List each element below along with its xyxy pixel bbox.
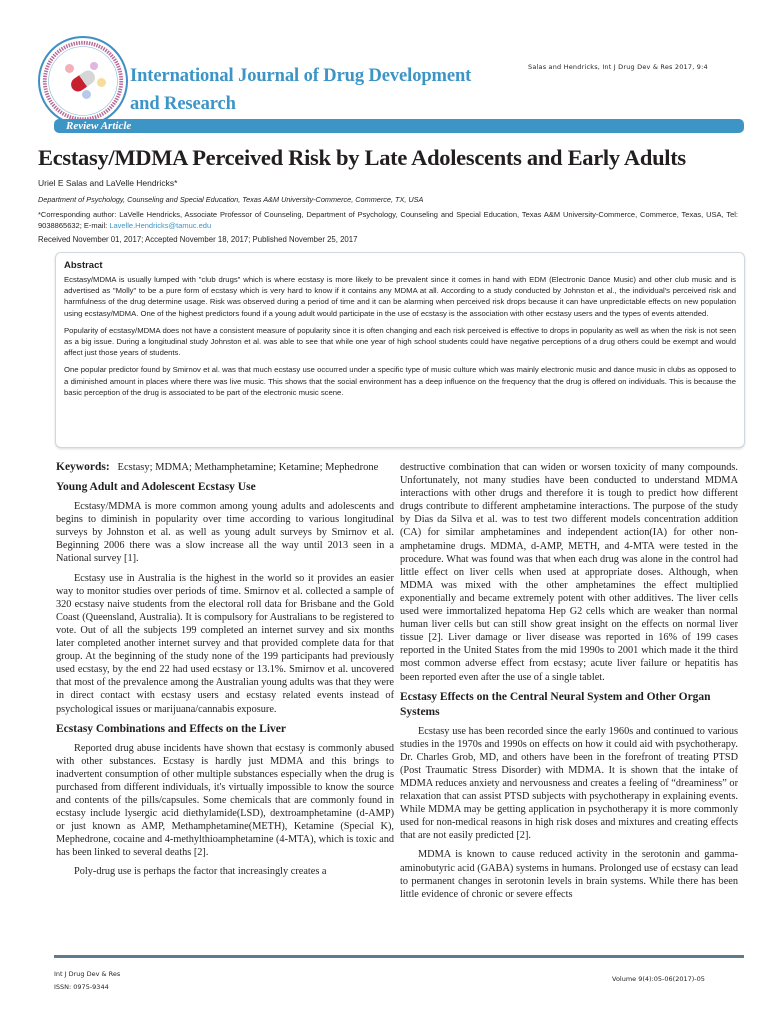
footer-volume: Volume 9(4):05-06(2017)-05	[612, 975, 705, 983]
footer-divider	[54, 955, 744, 958]
article-title: Ecstasy/MDMA Perceived Risk by Late Adolescents and Early Adults	[38, 145, 686, 170]
right-column	[400, 461, 738, 907]
body-paragraph: Ecstasy use has been recorded since the early 1960s and continued to various studies in the 1970s and 1990s on effects on how it could aid with psychotherapy. Dr. Charles Grob, MD, and others have been in the forefront of treating PTSD (Post Traumatic Stress Disorder) with MDMA. It is shown that the intake of MDMA reduces anxiety and nervousness and creates a feeling of “dreaminess” or relaxation that can assist PTSD subjects with psychotherapy in explaining events. While MDMA may be getting application in psychotherapy it is more commonly used for non-medical reasons in high risk doses and mixtures and creating effects that are not easily predicted [2].	[400, 725, 738, 842]
body-paragraph: Reported drug abuse incidents have shown that ecstasy is commonly abused with other substances. Ecstasy is hardly just MDMA and this brings to inadvertent consumption of other multiple substances especially when the drug is purchased from different individuals, it's virtually impossible to know the source and contents of the pills/capsules. Some chemicals that are commonly found in ecstasy include lysergic acid diethylamide(LSD), dextroamphetamine (d-AMP) or just known as AMP, Methamphetamine(METH), Ketamine (Special K), Mephedrone, cocaine and 4-methylthioamphetamine (4-MTA), which is toxic and has been linked to several deaths [2].	[56, 742, 394, 859]
footer-issn: ISSN: 0975-9344	[54, 983, 109, 991]
abstract-paragraph: One popular predictor found by Smirnov et al. was that much ecstasy use occurred under a specific type of music culture which was mainly electronic music and dance music in clubs as opposed to a diminished amount in places where there was live music. This shows that the social environment has a deep influence on the frequency that the drug is offered on individuals. This is because the basic perception of the drug is associated to be part of the electronic music scene.	[64, 365, 736, 397]
corresponding-author-text: *Corresponding author: LaVelle Hendricks, Associate Professor of Counseling, Department of Psychology, Counseling and Special Education, Texas A&M University-Commerce, Commerce, Texas, USA, Tel: 9038865632; E-mail:	[38, 210, 738, 230]
journal-title-line2: and Research	[130, 94, 236, 114]
article-type-bar	[54, 119, 744, 133]
email-link[interactable]: Lavelle.Hendricks@tamuc.edu	[109, 221, 212, 230]
section-heading: Ecstasy Combinations and Effects on the Liver	[56, 722, 287, 735]
article-type-label: Review Article	[66, 120, 132, 132]
keywords-list: Ecstasy; MDMA; Methamphetamine; Ketamine; Mephedrone	[117, 462, 379, 473]
section-heading: Ecstasy Effects on the Central Neural System and Other Organ Systems	[400, 690, 711, 718]
affiliation: Department of Psychology, Counseling and Special Education, Texas A&M University-Commerce, Commerce, TX, USA	[38, 195, 424, 204]
left-column	[56, 461, 394, 885]
journal-title-line1: International Journal of Drug Development	[130, 66, 472, 86]
abstract-heading: Abstract	[64, 260, 103, 271]
keywords-label: Keywords:	[56, 461, 110, 473]
page-header	[0, 0, 768, 140]
body-paragraph: destructive combination that can widen or worsen toxicity of many compounds. Unfortunately, not many studies have been conducted to understand MDMA interactions with other drugs and therefore it is tough to predict how different drugs contribute to different amphetamine interactions. The purpose of the study by Dias da Silva et al. was to test two different models concentration addition (CA) for similar amphetamines and independent action(IA) for other non-amphetamine drugs. MDMA, d-AMP, METH, and 4-MTA were tested in the procedure. What was found was that when each drug was alone in the control had little effect on liver cells when used at appropriate doses. Although, when MDMA was mixed with the other amphetamines the effect multiplied exponentially and became extremely potent with other additives. The liver cells used were immortalized hepatoma Hep G2 cells which are weaker than normal human liver cells but can still show great insight on the effects on normal liver tissue [2]. Liver damage or liver disease was reported in 16% of 199 cases reported in the United States from the mid 1990s to 2001 which made it the third most common adverse effect from ecstasy; acute liver failure or hepatitis has been reported even after the use of a single tablet.	[400, 462, 738, 683]
keywords	[56, 461, 394, 474]
journal-title	[130, 62, 471, 118]
citation-header: Salas and Hendricks, Int J Drug Dev & Res 2017, 9:4	[528, 63, 708, 71]
publication-dates: Received November 01, 2017; Accepted November 18, 2017; Published November 25, 2017	[38, 235, 358, 244]
authors: Uriel E Salas and LaVelle Hendricks*	[38, 178, 178, 188]
corresponding-author	[38, 209, 738, 231]
abstract-paragraph: Ecstasy/MDMA is usually lumped with "club drugs" which is where ecstasy is more likely to be prevalent since it comes in hand with EDM (Electronic Dance Music) and other club music and is advertised as "Molly" to be a pure form of ecstasy which is very hard to know if it contains any MDMA at all. According to a study conducted by Johnston et al., the individual's perceived risk and harmfulness of the drug determine usage. Risk was observed during a period of time and it can be alarming when perceived risk drops because it can have unpredictable effects on new population using ecstasy/MDMA. One of the highest predictors found if a young adult would participate in the use of ecstasy is the association with other ecstasy users and the types of events attended.	[64, 275, 736, 318]
journal-logo-icon	[38, 36, 128, 126]
footer-journal-abbrev: Int J Drug Dev & Res	[54, 970, 121, 978]
abstract-box	[55, 252, 745, 448]
body-paragraph: MDMA is known to cause reduced activity in the serotonin and gamma-aminobutyric acid (GABA) systems in humans. Prolonged use of ecstasy can lead to permanent changes in serotonin levels in brain systems. While there has been little evidence of chronic or severe effects	[400, 849, 738, 900]
body-paragraph: Poly-drug use is perhaps the factor that increasingly creates a	[74, 866, 327, 878]
body-paragraph: Ecstasy use in Australia is the highest in the world so it provides an easier way to monitor studies over periods of time. Smirnov et al. collected a sample of 320 ecstasy naive students from the electoral roll data for Brisbane and the Gold Coast (Queensland, Australia). It is compulsory for Australians to be registered to vote. Out of all the subjects 199 completed an internet survey and six months later completed another internet survey and that provided complete data for that group. At the beginning of the study none of the 199 participants had previously used ecstasy, by the end 22 had used ecstasy or 13.1%. Smirnov et al. uncovered that most of the prevalence among the Australian young adults was that they were in direct contact with ecstasy users and ecstasy related events instead of psychological issues or marijuana/cannabis exposure.	[56, 572, 394, 715]
section-heading: Young Adult and Adolescent Ecstasy Use	[56, 481, 256, 494]
abstract-paragraph: Popularity of ecstasy/MDMA does not have a consistent measure of popularity since it is often changing and each risk perceived is effective to drops in popularity as well as when the risk is not seen as a big issue. During a longitudinal study Johnston et al. was able to see that while one year of high school students could have negative perceptions of a drug others could be exempt and would affect just those years of students.	[64, 325, 736, 358]
body-paragraph: Ecstasy/MDMA is more common among young adults and adolescents and begins to diminish in popularity over time according to various longitudinal surveys by Johnston et al. as well as young adult surveys by Smirnov et al. Beginning 2006 there was a slow increase all the way until 2013 seen in a National survey [1].	[56, 501, 394, 565]
footer-journal-info	[54, 968, 120, 994]
